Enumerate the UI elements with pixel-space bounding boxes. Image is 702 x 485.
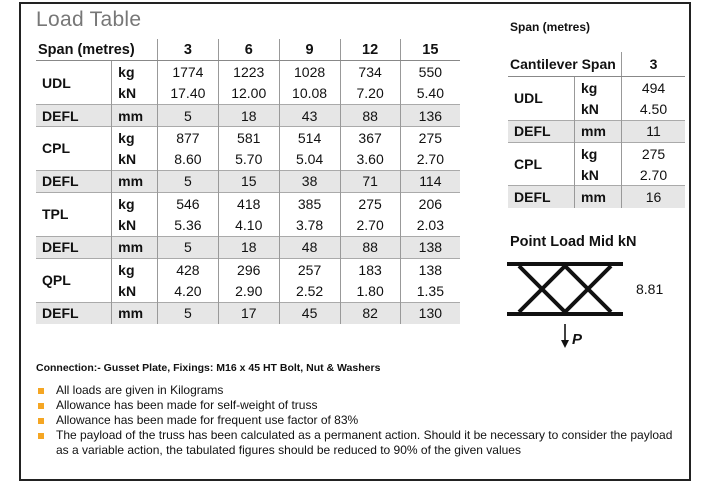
table-cell: 71	[340, 170, 400, 192]
table-cell: 1028	[279, 61, 340, 83]
load-type-label: CPL	[36, 127, 112, 171]
table-cell: 88	[340, 236, 400, 258]
load-type-label: UDL	[36, 61, 112, 105]
unit-label: kN	[112, 214, 158, 236]
unit-label: kg	[112, 193, 158, 215]
table-cell: 138	[400, 258, 460, 280]
note-item	[36, 428, 676, 458]
span-column-header: 12	[340, 39, 400, 61]
table-cell: 18	[218, 104, 279, 126]
table-cell: 2.03	[400, 214, 460, 236]
load-type-label: DEFL	[36, 170, 112, 192]
table-cell: 5	[157, 104, 218, 126]
cantilever-header-row	[508, 52, 685, 77]
table-cell: 45	[279, 302, 340, 324]
note-item	[36, 383, 676, 398]
unit-label: kN	[575, 164, 622, 186]
unit-label: kN	[112, 280, 158, 302]
table-cell: 16	[622, 186, 686, 208]
load-symbol: P	[572, 331, 583, 348]
table-cell: 82	[340, 302, 400, 324]
table-cell: 546	[157, 193, 218, 215]
span-column-header: 3	[157, 39, 218, 61]
unit-label: kg	[575, 142, 622, 164]
table-cell: 88	[340, 104, 400, 126]
table-cell: 5.04	[279, 148, 340, 170]
table-row	[36, 104, 460, 126]
table-cell: 138	[400, 236, 460, 258]
unit-label: kg	[575, 77, 622, 99]
connection-note: Connection:- Gusset Plate, Fixings: M16 x 45 HT Bolt, Nut & Washers	[36, 362, 381, 374]
table-cell: 10.08	[279, 83, 340, 105]
table-cell: 418	[218, 193, 279, 215]
table-row	[36, 193, 460, 215]
table-cell: 12.00	[218, 83, 279, 105]
note-text: Allowance has been made for self-weight of truss	[56, 398, 318, 412]
table-cell: 136	[400, 104, 460, 126]
table-cell: 5.36	[157, 214, 218, 236]
note-text: All loads are given in Kilograms	[56, 383, 224, 397]
bullet-icon	[38, 418, 44, 424]
table-cell: 18	[218, 236, 279, 258]
unit-label: kN	[112, 148, 158, 170]
unit-label: mm	[112, 236, 158, 258]
unit-label: mm	[575, 120, 622, 142]
table-cell: 15	[218, 170, 279, 192]
table-cell: 581	[218, 127, 279, 149]
table-row	[36, 236, 460, 258]
table-cell: 4.10	[218, 214, 279, 236]
note-text: The payload of the truss has been calculated as a permanent action. Should it be necessary to consider the payload as a variable action, the tabulated figures should be reduced to 90% of the given values	[56, 428, 673, 457]
table-cell: 3.78	[279, 214, 340, 236]
table-cell: 257	[279, 258, 340, 280]
table-cell: 734	[340, 61, 400, 83]
table-cell: 1774	[157, 61, 218, 83]
table-cell: 5	[157, 170, 218, 192]
table-cell: 550	[400, 61, 460, 83]
cantilever-span-header: Cantilever Span	[508, 52, 622, 77]
bullet-icon	[38, 433, 44, 439]
note-text: Allowance has been made for frequent use factor of 83%	[56, 413, 359, 427]
unit-label: kg	[112, 258, 158, 280]
point-load-title: Point Load Mid kN	[510, 234, 637, 250]
span-column-header: 6	[218, 39, 279, 61]
span-header: Span (metres)	[36, 39, 157, 61]
table-cell: 7.20	[340, 83, 400, 105]
table-cell: 5	[157, 236, 218, 258]
load-type-label: DEFL	[508, 120, 575, 142]
table-cell: 2.70	[400, 148, 460, 170]
table-cell: 275	[340, 193, 400, 215]
page-title: Load Table	[36, 8, 142, 31]
table-cell: 183	[340, 258, 400, 280]
table-cell: 43	[279, 104, 340, 126]
load-type-label: DEFL	[36, 302, 112, 324]
table-cell: 514	[279, 127, 340, 149]
table-cell: 296	[218, 258, 279, 280]
load-type-label: UDL	[508, 77, 575, 121]
unit-label: mm	[112, 170, 158, 192]
load-type-label: TPL	[36, 193, 112, 237]
load-type-label: CPL	[508, 142, 575, 186]
bullet-icon	[38, 403, 44, 409]
table-cell: 2.52	[279, 280, 340, 302]
table-cell: 494	[622, 77, 686, 99]
unit-label: kN	[575, 98, 622, 120]
unit-label: mm	[575, 186, 622, 208]
table-cell: 4.50	[622, 98, 686, 120]
table-row	[508, 120, 685, 142]
cantilever-span-value: 3	[622, 52, 686, 77]
table-cell: 17.40	[157, 83, 218, 105]
table-cell: 38	[279, 170, 340, 192]
truss-diagram	[505, 258, 635, 356]
table-cell: 4.20	[157, 280, 218, 302]
table-cell: 275	[400, 127, 460, 149]
table-cell: 877	[157, 127, 218, 149]
cantilever-span-caption: Span (metres)	[510, 20, 591, 34]
load-type-label: DEFL	[508, 186, 575, 208]
table-cell: 5.70	[218, 148, 279, 170]
cantilever-table	[508, 52, 685, 208]
unit-label: kg	[112, 61, 158, 83]
table-cell: 5.40	[400, 83, 460, 105]
table-cell: 8.60	[157, 148, 218, 170]
notes-list	[36, 383, 676, 458]
table-cell: 206	[400, 193, 460, 215]
table-cell: 48	[279, 236, 340, 258]
table-cell: 5	[157, 302, 218, 324]
unit-label: mm	[112, 302, 158, 324]
table-cell: 2.70	[622, 164, 686, 186]
table-cell: 130	[400, 302, 460, 324]
bullet-icon	[38, 388, 44, 394]
table-row	[36, 127, 460, 149]
unit-label: mm	[112, 104, 158, 126]
table-cell: 385	[279, 193, 340, 215]
load-type-label: DEFL	[36, 104, 112, 126]
table-row	[508, 186, 685, 208]
table-row	[508, 77, 685, 99]
point-load-value: 8.81	[636, 281, 664, 297]
header-row	[36, 39, 460, 61]
table-cell: 367	[340, 127, 400, 149]
span-column-header: 9	[279, 39, 340, 61]
table-row	[36, 258, 460, 280]
table-row	[36, 170, 460, 192]
unit-label: kg	[112, 127, 158, 149]
table-row	[508, 142, 685, 164]
table-cell: 428	[157, 258, 218, 280]
note-item	[36, 413, 676, 428]
table-row	[36, 302, 460, 324]
load-type-label: DEFL	[36, 236, 112, 258]
note-item	[36, 398, 676, 413]
load-arrow-head	[561, 340, 569, 348]
table-cell: 1.35	[400, 280, 460, 302]
table-cell: 11	[622, 120, 686, 142]
unit-label: kN	[112, 83, 158, 105]
table-cell: 2.70	[340, 214, 400, 236]
table-cell: 2.90	[218, 280, 279, 302]
table-cell: 1223	[218, 61, 279, 83]
table-cell: 17	[218, 302, 279, 324]
span-column-header: 15	[400, 39, 460, 61]
table-cell: 3.60	[340, 148, 400, 170]
table-cell: 114	[400, 170, 460, 192]
table-row	[36, 61, 460, 83]
table-cell: 1.80	[340, 280, 400, 302]
table-cell: 275	[622, 142, 686, 164]
load-type-label: QPL	[36, 258, 112, 302]
load-table	[36, 39, 460, 324]
